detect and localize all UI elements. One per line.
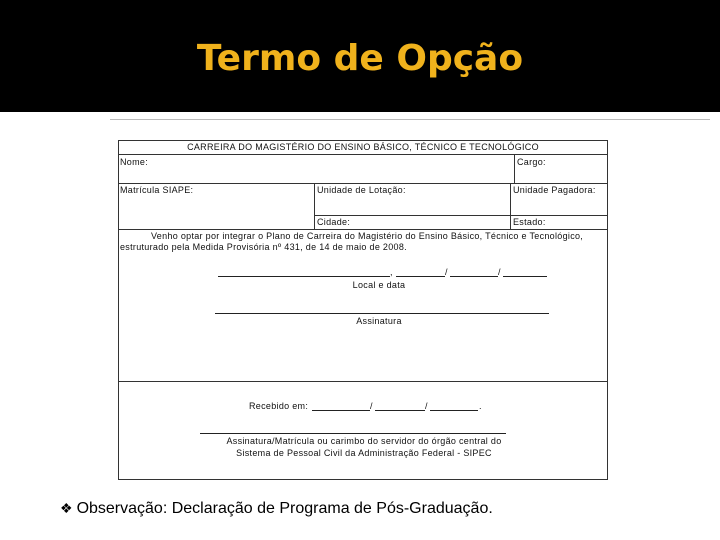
date-separator: / (498, 267, 501, 277)
title-bar (0, 0, 720, 112)
note-text: Observação: Declaração de Programa de Pós-Graduação. (76, 500, 493, 517)
divider (119, 183, 607, 184)
slide-title: Termo de Opção (196, 38, 524, 79)
recebido-month-line (375, 410, 425, 411)
local-data-label: Local e data (352, 280, 406, 290)
form-header: CARREIRA DO MAGISTÉRIO DO ENSINO BÁSICO, TÉCNICO E TECNOLÓGICO (187, 142, 539, 152)
date-separator: / (370, 401, 373, 411)
signature-line (215, 313, 549, 314)
divider (514, 154, 515, 183)
recebido-end: . (479, 401, 482, 411)
option-form (118, 140, 608, 480)
diamond-bullet-icon: ❖ (60, 500, 73, 516)
declaration-line-2: estruturado pela Medida Provisória nº 431, de 14 de maio de 2008. (120, 242, 407, 252)
divider (314, 183, 315, 229)
date-separator: / (425, 401, 428, 411)
footer-line-2: Sistema de Pessoal Civil da Administração Federal - SIPEC (236, 448, 492, 458)
day-line (396, 276, 445, 277)
lotacao-label: Unidade de Lotação: (317, 185, 406, 195)
footer-line-1: Assinatura/Matrícula ou carimbo do servidor do órgão central do (226, 436, 502, 446)
pagadora-label: Unidade Pagadora: (513, 185, 596, 195)
divider (314, 215, 607, 216)
matricula-label: Matrícula SIAPE: (120, 185, 194, 195)
recebido-label: Recebido em: (249, 401, 309, 411)
date-separator: , (390, 267, 393, 277)
divider (119, 381, 607, 382)
month-line (450, 276, 498, 277)
date-separator: / (445, 267, 448, 277)
declaration-line-1: Venho optar por integrar o Plano de Carreira do Magistério do Ensino Básico, Técnico e Tecnológico, (151, 231, 584, 241)
nome-label: Nome: (120, 157, 149, 167)
note (60, 500, 493, 518)
stamp-line (200, 433, 506, 434)
recebido-year-line (430, 410, 478, 411)
cargo-label: Cargo: (517, 157, 546, 167)
assinatura-label: Assinatura (356, 316, 402, 326)
cidade-label: Cidade: (317, 217, 351, 227)
divider (119, 229, 607, 230)
divider (119, 154, 607, 155)
divider (110, 119, 710, 120)
year-line (503, 276, 547, 277)
divider (510, 183, 511, 229)
estado-label: Estado: (513, 217, 546, 227)
local-line (218, 276, 390, 277)
recebido-day-line (312, 410, 370, 411)
